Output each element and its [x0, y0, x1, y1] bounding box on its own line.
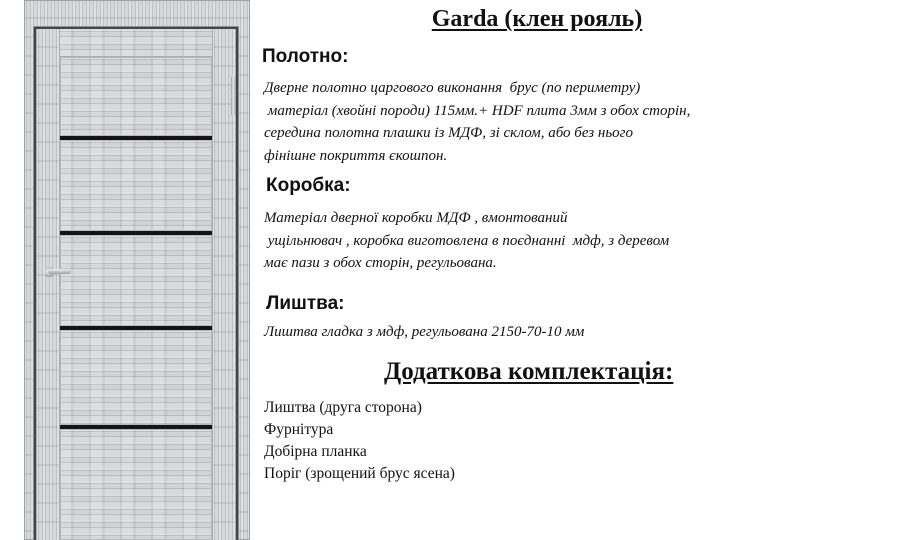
- door-panel: [60, 330, 212, 425]
- door-leaf: [36, 29, 236, 540]
- text-line: матеріал (хвойні породи) 115мм.+ HDF плита 3мм з обох сторін,: [264, 102, 691, 119]
- list-item: Добірна планка: [264, 443, 367, 460]
- section-text-korobka: [264, 207, 669, 275]
- text-line: фінішне покриття єкошпон.: [264, 147, 448, 164]
- text-line: Дверне полотно царгового виконання брус (по периметру): [264, 80, 641, 96]
- section-text-lyshtva: [264, 321, 584, 344]
- door-panel: [60, 235, 212, 326]
- list-item: Поріг (зрощений брус ясена): [264, 465, 455, 482]
- door-handle-icon: [48, 269, 71, 274]
- section-text-polotno: [264, 77, 690, 167]
- extras-title: Додаткова комплектація:: [384, 358, 674, 385]
- hinge-icon: [231, 96, 236, 116]
- list-item: Лиштва (друга сторона): [264, 399, 422, 416]
- list-item: Фурнітура: [264, 421, 334, 438]
- text-line: Лиштва гладка з мдф, регульована 2150-70-10 мм: [264, 324, 585, 340]
- text-line: Матеріал дверної коробки МДФ , вмонтований: [264, 210, 568, 226]
- section-heading-polotno: Полотно:: [262, 46, 349, 67]
- hinge-icon: [231, 76, 236, 96]
- door-panel: [60, 140, 212, 231]
- text-line: має пази з обох сторін, регульована.: [264, 255, 497, 271]
- section-heading-korobka: Коробка:: [266, 175, 351, 196]
- text-line: середина полотна плашки із МДФ, зі склом, або без нього: [264, 125, 634, 141]
- door-panel: [60, 57, 212, 136]
- door-rail-top: [60, 29, 212, 57]
- door-illustration: [24, 0, 250, 540]
- section-heading-lyshtva: Лиштва:: [266, 293, 345, 314]
- text-line: ущільнювач , коробка виготовлена в поєднанні мдф, з деревом: [264, 232, 670, 249]
- extras-list: [264, 397, 455, 485]
- product-title: Garda (клен рояль): [431, 6, 643, 32]
- door-stile-left: [36, 29, 60, 540]
- door-panel: [60, 429, 212, 540]
